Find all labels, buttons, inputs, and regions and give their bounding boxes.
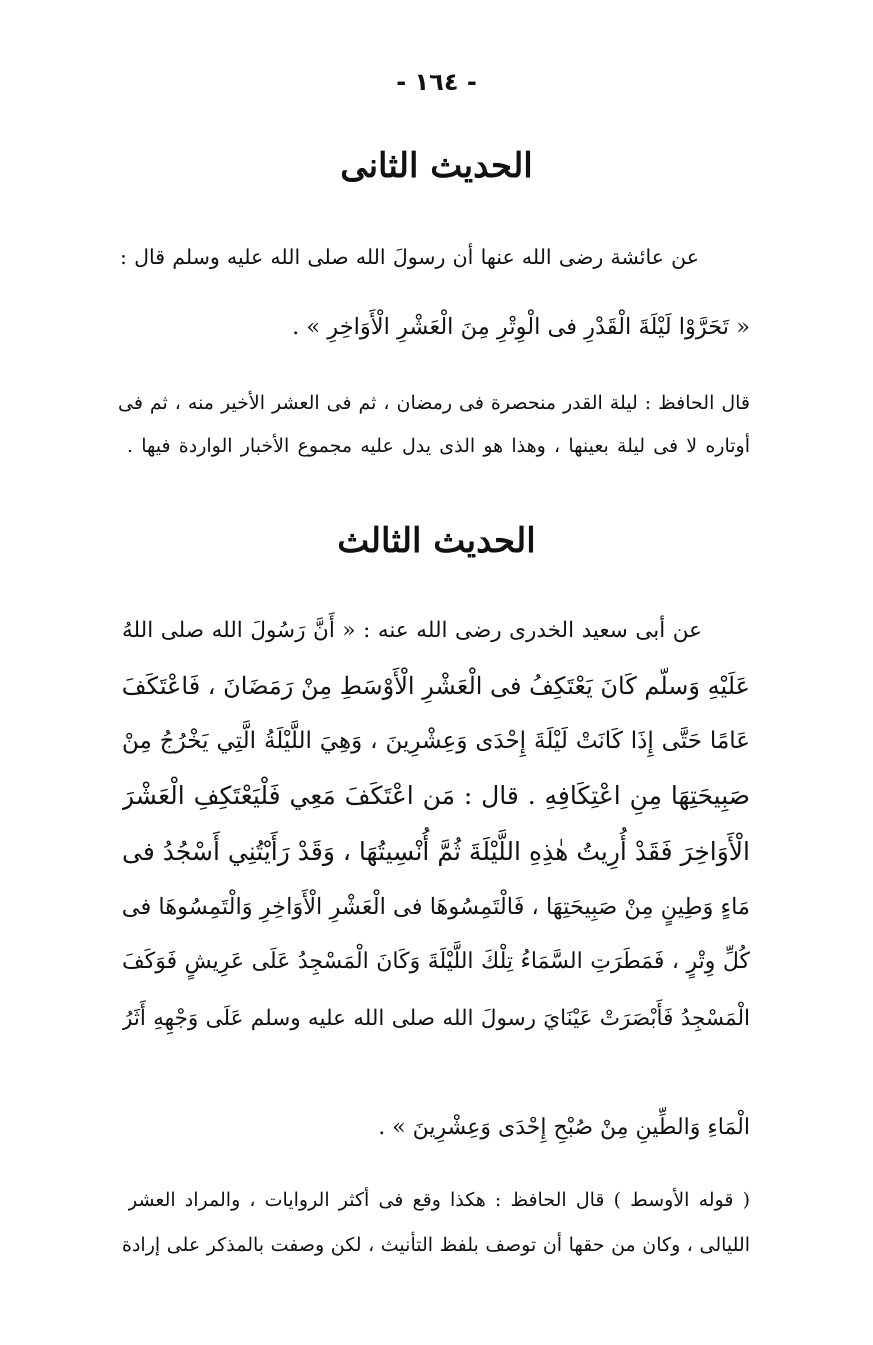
hadith-line: كُلِّ وِتْرٍ ، فَمَطَرَتِ السَّمَاءُ تِلْكَ اللَّيْلَةَ وَكَانَ الْمَسْجِدُ عَلَى عَرِيشٍ فَوَكَفَ	[122, 949, 750, 974]
hadith-line: عَامًا حَتَّى إِذَا كَانَتْ لَيْلَةَ إِحْدَى وَعِشْرِينَ ، وَهِيَ اللَّيْلَةُ الَّتِي يَخْرُجُ مِنْ	[122, 728, 750, 754]
commentary-line: قال الحافظ : ليلة القدر منحصرة فى رمضان ، ثم فى العشر الأخير منه ، ثم فى	[118, 392, 750, 414]
hadith-line: عَلَيْهِ وَسلّم كَانَ يَعْتَكِفُ فى الْعَشْرِ الْأَوْسَطِ مِنْ رَمَضَانَ ، فَاعْتَكَفَ	[122, 672, 750, 700]
commentary-line: أوتاره لا فى ليلة بعينها ، وهذا هو الذى يدل عليه مجموع الأخبار الواردة فيها .	[127, 435, 750, 457]
hadith-line: مَاءٍ وَطِينٍ مِنْ صَبِيحَتِهَا ، فَالْتَمِسُوهَا فى الْعَشْرِ الْأَوَاخِرِ وَالْتَمِسُوهَا فى	[122, 894, 750, 920]
section-heading-second-hadith: الحديث الثانى	[340, 146, 533, 186]
hadith-line: عن عائشة رضى الله عنها أن رسولَ الله صلى الله عليه وسلم قال :	[120, 245, 699, 269]
page-number: - ١٦٤ -	[396, 68, 477, 96]
hadith-line: الْمَسْجِدُ فَأَبْصَرَتْ عَيْنَايَ رسولَ الله صلى الله عليه وسلم عَلَى وَجْهِهِ أَثَرُ	[122, 1006, 750, 1031]
section-heading-third-hadith: الحديث الثالث	[337, 521, 536, 561]
hadith-line: عن أبى سعيد الخدرى رضى الله عنه : « أَنَّ رَسُولَ الله صلى اللهُ	[122, 618, 702, 643]
hadith-line: الْأَوَاخِرَ فَقَدْ أُرِيتُ هٰذِهِ اللَّيْلَةَ ثُمَّ أُنْسِيتُهَا ، وَقَدْ رَأَيْتُنِي أَسْجُدُ فى	[122, 837, 750, 866]
commentary-line: ( قوله الأوسط ) قال الحافظ : هكذا وقع فى أكثر الروايات ، والمراد العشر	[128, 1189, 750, 1211]
hadith-line: صَبِيحَتِهَا مِنِ اعْتِكَافِهِ . قال : مَن اعْتَكَفَ مَعِي فَلْيَعْتَكِفِ الْعَشْرَ	[122, 781, 750, 810]
hadith-line: الْمَاءِ وَالطِّينِ مِنْ صُبْحِ إِحْدَى وَعِشْرِينَ » .	[378, 1115, 750, 1140]
hadith-line: « تَحَرَّوْا لَيْلَةَ الْقَدْرِ فى الْوِتْرِ مِنَ الْعَشْرِ الْأَوَاخِرِ » .	[292, 314, 750, 340]
commentary-line: الليالى ، وكان من حقها أن توصف بلفظ التأنيث ، لكن وصفت بالمذكر على إرادة	[122, 1234, 750, 1256]
